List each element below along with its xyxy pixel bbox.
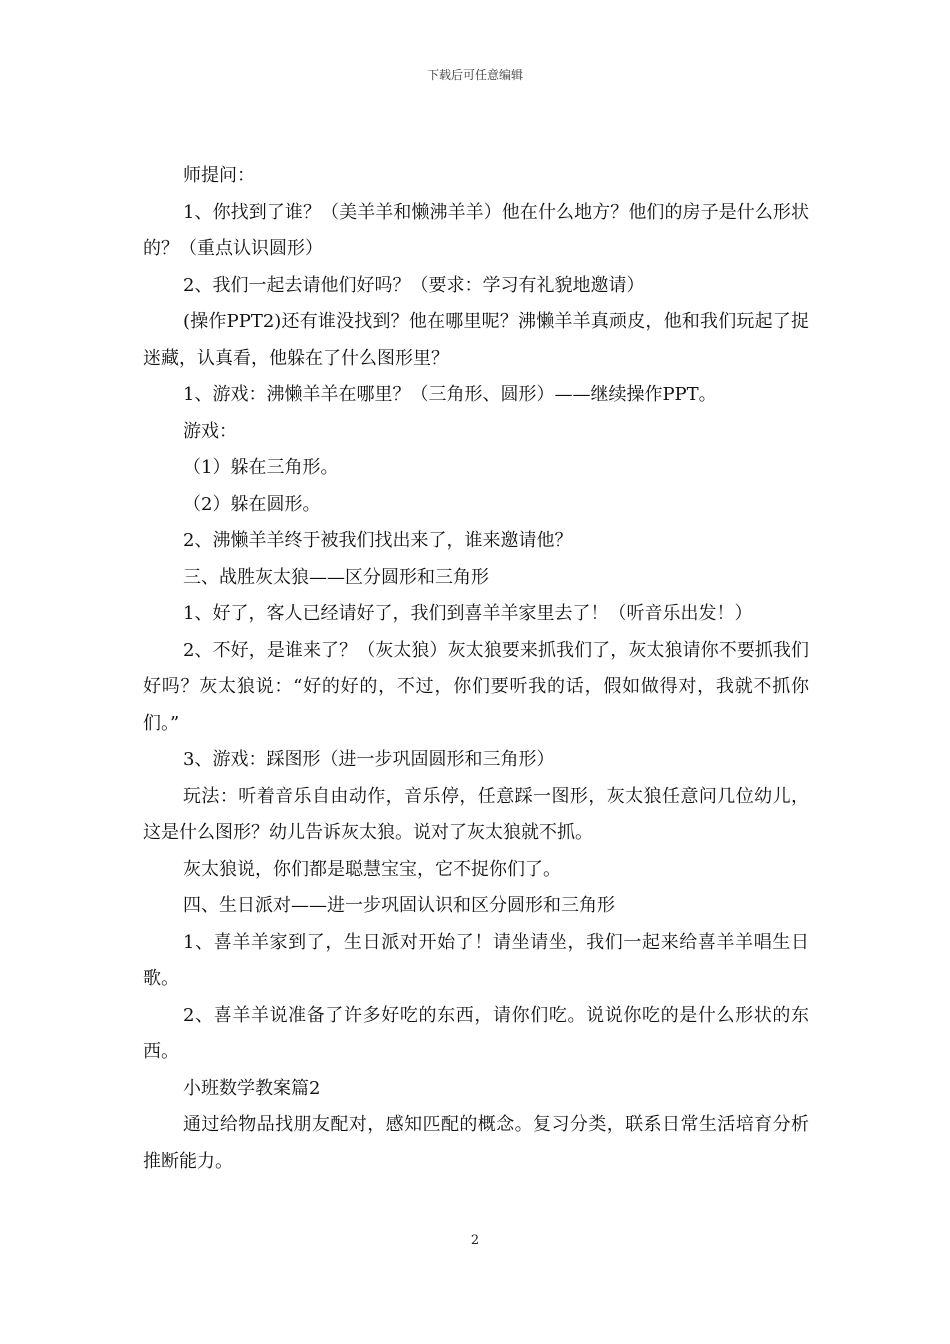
page-number: 2 <box>470 1233 480 1248</box>
paragraph: 1、好了，客人已经请好了，我们到喜羊羊家里去了！（听音乐出发！） <box>183 603 753 624</box>
paragraph: 灰太狼说，你们都是聪慧宝宝，它不捉你们了。 <box>183 858 561 880</box>
paragraph: 2、喜羊羊说准备了许多好吃的东西，请你们吃。说说你吃的是什么形状的东西。 <box>143 1004 809 1062</box>
paragraph: 1、游戏：沸懒羊羊在哪里？（三角形、圆形）——继续操作PPT。 <box>183 384 717 405</box>
section-heading: 三、战胜灰太狼——区分圆形和三角形 <box>183 566 489 588</box>
paragraph: 2、沸懒羊羊终于被我们找出来了，谁来邀请他？ <box>183 530 573 551</box>
section-heading: 小班数学教案篇2 <box>183 1077 321 1099</box>
paragraph: 3、游戏：踩图形（进一步巩固圆形和三角形） <box>183 749 555 770</box>
paragraph: 2、不好，是谁来了？（灰太狼）灰太狼要来抓我们了，灰太狼请你不要抓我们好吗？灰太狼说：“好的好的，不过，你们要听我的话，假如做得对，我就不抓你们。” <box>143 639 809 734</box>
section-heading: 四、生日派对——进一步巩固认识和区分圆形和三角形 <box>183 895 615 916</box>
paragraph: （1）躲在三角形。 <box>183 457 339 478</box>
paragraph: 游戏： <box>183 420 237 442</box>
paragraph: 玩法：听着音乐自由动作，音乐停，任意踩一图形，灰太狼任意问几位幼儿，这是什么图形？幼儿告诉灰太狼。说对了灰太狼就不抓。 <box>143 785 809 843</box>
document-body <box>143 158 809 1180</box>
paragraph: 2、我们一起去请他们好吗？（要求：学习有礼貌地邀请） <box>183 274 645 296</box>
paragraph: 1、你找到了谁？（美羊羊和懒沸羊羊）他在什么地方？他们的房子是什么形状的？（重点认识圆形） <box>143 201 809 259</box>
page-header: 下载后可任意编辑 <box>426 68 523 82</box>
paragraph: 通过给物品找朋友配对，感知匹配的概念。复习分类，联系日常生活培育分析推断能力。 <box>143 1114 809 1172</box>
paragraph: 师提问： <box>183 165 255 186</box>
paragraph: (操作PPT2)还有谁没找到？他在哪里呢？沸懒羊羊真顽皮，他和我们玩起了捉迷藏，认真看，他躲在了什么图形里？ <box>143 311 809 369</box>
paragraph: （2）躲在圆形。 <box>183 493 321 515</box>
paragraph: 1、喜羊羊家到了，生日派对开始了！请坐请坐，我们一起来给喜羊羊唱生日歌。 <box>143 931 809 989</box>
